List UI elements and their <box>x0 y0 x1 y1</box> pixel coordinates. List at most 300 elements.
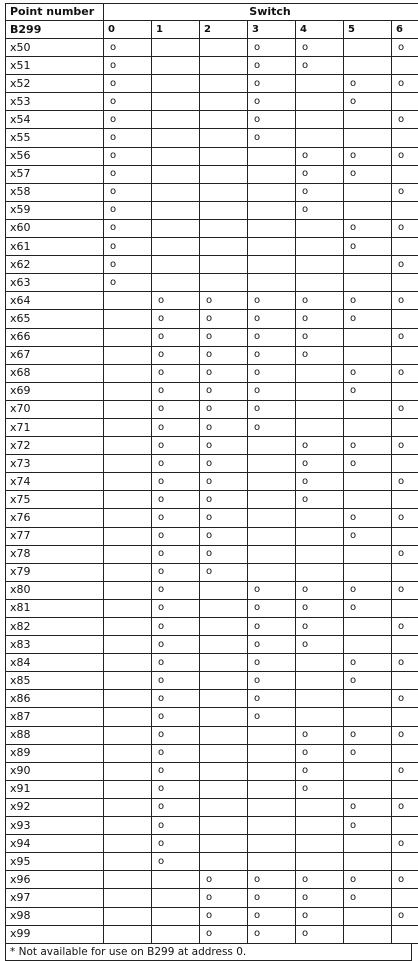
point-number-cell: x76 <box>6 509 104 527</box>
switch-on-mark: o <box>200 545 248 563</box>
switch-on-mark: o <box>152 527 200 545</box>
switch-on-mark: o <box>344 364 392 382</box>
switch-on-mark: o <box>104 111 152 129</box>
table-row <box>6 201 418 219</box>
switch-empty-cell <box>392 129 418 147</box>
switch-on-mark: o <box>200 437 248 455</box>
switch-on-mark: o <box>392 907 418 925</box>
switch-empty-cell <box>200 744 248 762</box>
switch-empty-cell <box>392 201 418 219</box>
switch-on-mark: o <box>248 346 296 364</box>
table-row <box>6 798 418 816</box>
point-number-cell: x81 <box>6 599 104 617</box>
switch-on-mark: o <box>200 400 248 418</box>
switch-empty-cell <box>296 219 344 237</box>
switch-on-mark: o <box>392 835 418 853</box>
point-number-cell: x97 <box>6 889 104 907</box>
switch-empty-cell <box>344 690 392 708</box>
switch-empty-cell <box>392 165 418 183</box>
switch-on-mark: o <box>152 400 200 418</box>
switch-on-mark: o <box>344 672 392 690</box>
switch-on-mark: o <box>296 907 344 925</box>
switch-on-mark: o <box>248 57 296 75</box>
switch-empty-cell <box>104 817 152 835</box>
switch-column-header: 1 <box>152 21 200 39</box>
table-row <box>6 147 418 165</box>
switch-on-mark: o <box>296 744 344 762</box>
switch-on-mark: o <box>248 672 296 690</box>
switch-empty-cell <box>344 835 392 853</box>
switch-settings-table-container <box>5 3 412 961</box>
point-number-cell: x71 <box>6 418 104 436</box>
switch-on-mark: o <box>248 292 296 310</box>
switch-on-mark: o <box>200 491 248 509</box>
switch-on-mark: o <box>248 708 296 726</box>
switch-on-mark: o <box>248 93 296 111</box>
switch-empty-cell <box>200 147 248 165</box>
footnote: * Not available for use on B299 at address 0. <box>5 944 412 961</box>
switch-on-mark: o <box>152 509 200 527</box>
table-row <box>6 527 418 545</box>
switch-empty-cell <box>152 219 200 237</box>
switch-on-mark: o <box>248 310 296 328</box>
switch-on-mark: o <box>152 437 200 455</box>
switch-on-mark: o <box>152 853 200 871</box>
switch-on-mark: o <box>200 907 248 925</box>
point-number-cell: x90 <box>6 762 104 780</box>
switch-empty-cell <box>296 708 344 726</box>
table-row <box>6 437 418 455</box>
switch-on-mark: o <box>344 219 392 237</box>
switch-on-mark: o <box>344 382 392 400</box>
switch-on-mark: o <box>104 201 152 219</box>
switch-empty-cell <box>392 491 418 509</box>
switch-on-mark: o <box>296 599 344 617</box>
switch-empty-cell <box>200 165 248 183</box>
switch-on-mark: o <box>392 545 418 563</box>
switch-empty-cell <box>248 835 296 853</box>
switch-empty-cell <box>296 75 344 93</box>
switch-empty-cell <box>104 672 152 690</box>
switch-empty-cell <box>104 437 152 455</box>
switch-empty-cell <box>152 39 200 57</box>
switch-on-mark: o <box>152 328 200 346</box>
switch-empty-cell <box>200 111 248 129</box>
switch-on-mark: o <box>104 238 152 256</box>
switch-empty-cell <box>104 907 152 925</box>
switch-on-mark: o <box>200 563 248 581</box>
switch-on-mark: o <box>152 581 200 599</box>
switch-empty-cell <box>104 292 152 310</box>
table-row <box>6 726 418 744</box>
switch-empty-cell <box>344 545 392 563</box>
table-row <box>6 455 418 473</box>
table-row <box>6 817 418 835</box>
point-number-cell: x79 <box>6 563 104 581</box>
switch-empty-cell <box>104 418 152 436</box>
switch-empty-cell <box>104 328 152 346</box>
point-number-cell: x74 <box>6 473 104 491</box>
switch-column-header: 0 <box>104 21 152 39</box>
switch-empty-cell <box>296 672 344 690</box>
table-body <box>6 39 418 944</box>
point-number-cell: x75 <box>6 491 104 509</box>
switch-empty-cell <box>296 364 344 382</box>
switch-empty-cell <box>296 690 344 708</box>
point-number-cell: x83 <box>6 636 104 654</box>
switch-on-mark: o <box>152 817 200 835</box>
switch-empty-cell <box>200 75 248 93</box>
switch-on-mark: o <box>152 798 200 816</box>
switch-on-mark: o <box>152 690 200 708</box>
switch-column-header: 6 <box>392 21 418 39</box>
switch-on-mark: o <box>248 75 296 93</box>
switch-on-mark: o <box>104 57 152 75</box>
switch-on-mark: o <box>296 473 344 491</box>
table-row <box>6 39 418 57</box>
point-number-cell: x61 <box>6 238 104 256</box>
switch-empty-cell <box>104 636 152 654</box>
switch-empty-cell <box>392 672 418 690</box>
switch-empty-cell <box>104 780 152 798</box>
point-number-cell: x94 <box>6 835 104 853</box>
switch-empty-cell <box>152 183 200 201</box>
table-row <box>6 563 418 581</box>
switch-on-mark: o <box>296 491 344 509</box>
switch-empty-cell <box>392 418 418 436</box>
switch-on-mark: o <box>296 201 344 219</box>
switch-empty-cell <box>392 527 418 545</box>
switch-on-mark: o <box>392 39 418 57</box>
switch-empty-cell <box>248 563 296 581</box>
switch-on-mark: o <box>152 455 200 473</box>
switch-on-mark: o <box>344 238 392 256</box>
switch-empty-cell <box>104 400 152 418</box>
switch-empty-cell <box>296 93 344 111</box>
switch-column-header: 5 <box>344 21 392 39</box>
switch-on-mark: o <box>392 654 418 672</box>
switch-empty-cell <box>152 111 200 129</box>
switch-on-mark: o <box>104 129 152 147</box>
table-row <box>6 654 418 672</box>
switch-empty-cell <box>296 545 344 563</box>
switch-on-mark: o <box>344 75 392 93</box>
switch-empty-cell <box>296 853 344 871</box>
switch-on-mark: o <box>392 75 418 93</box>
switch-on-mark: o <box>392 473 418 491</box>
switch-on-mark: o <box>344 93 392 111</box>
header-row-1 <box>6 4 418 21</box>
switch-on-mark: o <box>152 654 200 672</box>
switch-empty-cell <box>296 817 344 835</box>
table-row <box>6 545 418 563</box>
switch-on-mark: o <box>344 292 392 310</box>
switch-empty-cell <box>152 201 200 219</box>
switch-on-mark: o <box>344 437 392 455</box>
point-number-cell: x50 <box>6 39 104 57</box>
switch-empty-cell <box>344 129 392 147</box>
switch-empty-cell <box>344 183 392 201</box>
switch-empty-cell <box>152 57 200 75</box>
switch-empty-cell <box>248 437 296 455</box>
switch-column-header: 2 <box>200 21 248 39</box>
switch-on-mark: o <box>104 93 152 111</box>
switch-on-mark: o <box>152 835 200 853</box>
switch-on-mark: o <box>152 491 200 509</box>
point-number-cell: x60 <box>6 219 104 237</box>
point-number-cell: x72 <box>6 437 104 455</box>
switch-on-mark: o <box>200 310 248 328</box>
switch-empty-cell <box>200 762 248 780</box>
switch-on-mark: o <box>200 509 248 527</box>
switch-empty-cell <box>392 563 418 581</box>
table-row <box>6 473 418 491</box>
switch-empty-cell <box>344 346 392 364</box>
switch-empty-cell <box>248 744 296 762</box>
switch-empty-cell <box>344 925 392 943</box>
switch-empty-cell <box>344 618 392 636</box>
table-row <box>6 599 418 617</box>
switch-empty-cell <box>248 147 296 165</box>
switch-empty-cell <box>152 147 200 165</box>
point-number-cell: x78 <box>6 545 104 563</box>
switch-empty-cell <box>152 871 200 889</box>
table-row <box>6 871 418 889</box>
switch-settings-table <box>5 3 418 944</box>
point-number-cell: x57 <box>6 165 104 183</box>
switch-empty-cell <box>104 527 152 545</box>
switch-empty-cell <box>200 726 248 744</box>
table-row <box>6 328 418 346</box>
switch-empty-cell <box>200 183 248 201</box>
switch-on-mark: o <box>248 654 296 672</box>
table-row <box>6 400 418 418</box>
switch-empty-cell <box>104 889 152 907</box>
switch-empty-cell <box>248 165 296 183</box>
switch-empty-cell <box>152 165 200 183</box>
switch-on-mark: o <box>200 889 248 907</box>
switch-on-mark: o <box>152 618 200 636</box>
switch-empty-cell <box>152 907 200 925</box>
point-number-cell: x65 <box>6 310 104 328</box>
switch-empty-cell <box>200 853 248 871</box>
switch-empty-cell <box>104 618 152 636</box>
switch-on-mark: o <box>392 328 418 346</box>
table-row <box>6 219 418 237</box>
switch-on-mark: o <box>296 762 344 780</box>
switch-empty-cell <box>104 690 152 708</box>
switch-on-mark: o <box>296 925 344 943</box>
switch-empty-cell <box>104 708 152 726</box>
switch-empty-cell <box>200 780 248 798</box>
switch-on-mark: o <box>248 129 296 147</box>
switch-empty-cell <box>248 256 296 274</box>
switch-on-mark: o <box>392 509 418 527</box>
switch-on-mark: o <box>104 219 152 237</box>
switch-empty-cell <box>248 798 296 816</box>
switch-empty-cell <box>152 238 200 256</box>
point-number-cell: x85 <box>6 672 104 690</box>
switch-empty-cell <box>344 39 392 57</box>
switch-empty-cell <box>104 509 152 527</box>
switch-on-mark: o <box>392 798 418 816</box>
switch-on-mark: o <box>104 39 152 57</box>
switch-empty-cell <box>104 364 152 382</box>
switch-on-mark: o <box>296 310 344 328</box>
model-header: B299 <box>6 21 104 39</box>
switch-on-mark: o <box>152 744 200 762</box>
switch-empty-cell <box>152 75 200 93</box>
switch-on-mark: o <box>344 455 392 473</box>
table-row <box>6 256 418 274</box>
switch-on-mark: o <box>104 147 152 165</box>
switch-empty-cell <box>296 563 344 581</box>
switch-on-mark: o <box>152 292 200 310</box>
switch-on-mark: o <box>152 310 200 328</box>
switch-on-mark: o <box>392 726 418 744</box>
point-number-cell: x73 <box>6 455 104 473</box>
switch-on-mark: o <box>152 726 200 744</box>
point-number-cell: x91 <box>6 780 104 798</box>
table-row <box>6 292 418 310</box>
switch-empty-cell <box>200 219 248 237</box>
switch-on-mark: o <box>248 599 296 617</box>
table-row <box>6 274 418 292</box>
switch-empty-cell <box>104 346 152 364</box>
switch-on-mark: o <box>200 925 248 943</box>
switch-empty-cell <box>104 744 152 762</box>
point-number-cell: x84 <box>6 654 104 672</box>
table-row <box>6 581 418 599</box>
switch-empty-cell <box>344 400 392 418</box>
switch-on-mark: o <box>392 147 418 165</box>
switch-empty-cell <box>392 817 418 835</box>
switch-on-mark: o <box>104 183 152 201</box>
switch-on-mark: o <box>152 762 200 780</box>
point-number-header: Point number <box>6 4 104 21</box>
point-number-cell: x66 <box>6 328 104 346</box>
switch-empty-cell <box>200 672 248 690</box>
switch-on-mark: o <box>200 527 248 545</box>
switch-on-mark: o <box>344 147 392 165</box>
switch-empty-cell <box>152 256 200 274</box>
switch-empty-cell <box>392 382 418 400</box>
switch-on-mark: o <box>152 780 200 798</box>
switch-empty-cell <box>344 111 392 129</box>
switch-empty-cell <box>104 382 152 400</box>
switch-on-mark: o <box>248 889 296 907</box>
switch-on-mark: o <box>200 328 248 346</box>
switch-empty-cell <box>344 201 392 219</box>
point-number-cell: x99 <box>6 925 104 943</box>
switch-empty-cell <box>392 889 418 907</box>
switch-empty-cell <box>392 57 418 75</box>
switch-on-mark: o <box>344 310 392 328</box>
switch-empty-cell <box>296 274 344 292</box>
table-row <box>6 672 418 690</box>
switch-on-mark: o <box>248 581 296 599</box>
point-number-cell: x86 <box>6 690 104 708</box>
point-number-cell: x96 <box>6 871 104 889</box>
switch-on-mark: o <box>296 581 344 599</box>
switch-on-mark: o <box>392 292 418 310</box>
switch-empty-cell <box>200 817 248 835</box>
switch-on-mark: o <box>200 292 248 310</box>
table-row <box>6 708 418 726</box>
switch-on-mark: o <box>152 473 200 491</box>
switch-empty-cell <box>152 93 200 111</box>
switch-on-mark: o <box>296 147 344 165</box>
switch-empty-cell <box>296 835 344 853</box>
switch-on-mark: o <box>248 636 296 654</box>
switch-on-mark: o <box>344 599 392 617</box>
switch-on-mark: o <box>392 762 418 780</box>
point-number-cell: x70 <box>6 400 104 418</box>
switch-empty-cell <box>104 762 152 780</box>
switch-on-mark: o <box>296 39 344 57</box>
switch-empty-cell <box>392 310 418 328</box>
switch-on-mark: o <box>344 654 392 672</box>
table-row <box>6 762 418 780</box>
switch-on-mark: o <box>152 636 200 654</box>
switch-empty-cell <box>296 129 344 147</box>
switch-column-header: 3 <box>248 21 296 39</box>
switch-empty-cell <box>248 817 296 835</box>
switch-empty-cell <box>200 636 248 654</box>
switch-on-mark: o <box>296 292 344 310</box>
switch-empty-cell <box>296 400 344 418</box>
table-row <box>6 183 418 201</box>
switch-empty-cell <box>200 654 248 672</box>
switch-on-mark: o <box>344 744 392 762</box>
switch-empty-cell <box>392 238 418 256</box>
point-number-cell: x53 <box>6 93 104 111</box>
switch-on-mark: o <box>152 599 200 617</box>
point-number-cell: x55 <box>6 129 104 147</box>
switch-empty-cell <box>248 527 296 545</box>
switch-empty-cell <box>344 853 392 871</box>
point-number-cell: x88 <box>6 726 104 744</box>
switch-on-mark: o <box>248 328 296 346</box>
switch-empty-cell <box>392 599 418 617</box>
switch-empty-cell <box>392 636 418 654</box>
switch-on-mark: o <box>344 817 392 835</box>
switch-empty-cell <box>104 310 152 328</box>
switch-empty-cell <box>104 798 152 816</box>
switch-on-mark: o <box>248 907 296 925</box>
switch-empty-cell <box>344 274 392 292</box>
switch-empty-cell <box>104 853 152 871</box>
switch-on-mark: o <box>104 165 152 183</box>
switch-empty-cell <box>392 93 418 111</box>
switch-on-mark: o <box>152 346 200 364</box>
switch-empty-cell <box>344 328 392 346</box>
switch-on-mark: o <box>344 165 392 183</box>
switch-empty-cell <box>104 563 152 581</box>
switch-on-mark: o <box>296 889 344 907</box>
point-number-cell: x58 <box>6 183 104 201</box>
switch-empty-cell <box>248 201 296 219</box>
table-row <box>6 853 418 871</box>
switch-empty-cell <box>296 798 344 816</box>
switch-on-mark: o <box>344 871 392 889</box>
point-number-cell: x93 <box>6 817 104 835</box>
switch-on-mark: o <box>248 111 296 129</box>
switch-on-mark: o <box>200 871 248 889</box>
switch-on-mark: o <box>296 346 344 364</box>
switch-empty-cell <box>344 563 392 581</box>
switch-on-mark: o <box>248 364 296 382</box>
